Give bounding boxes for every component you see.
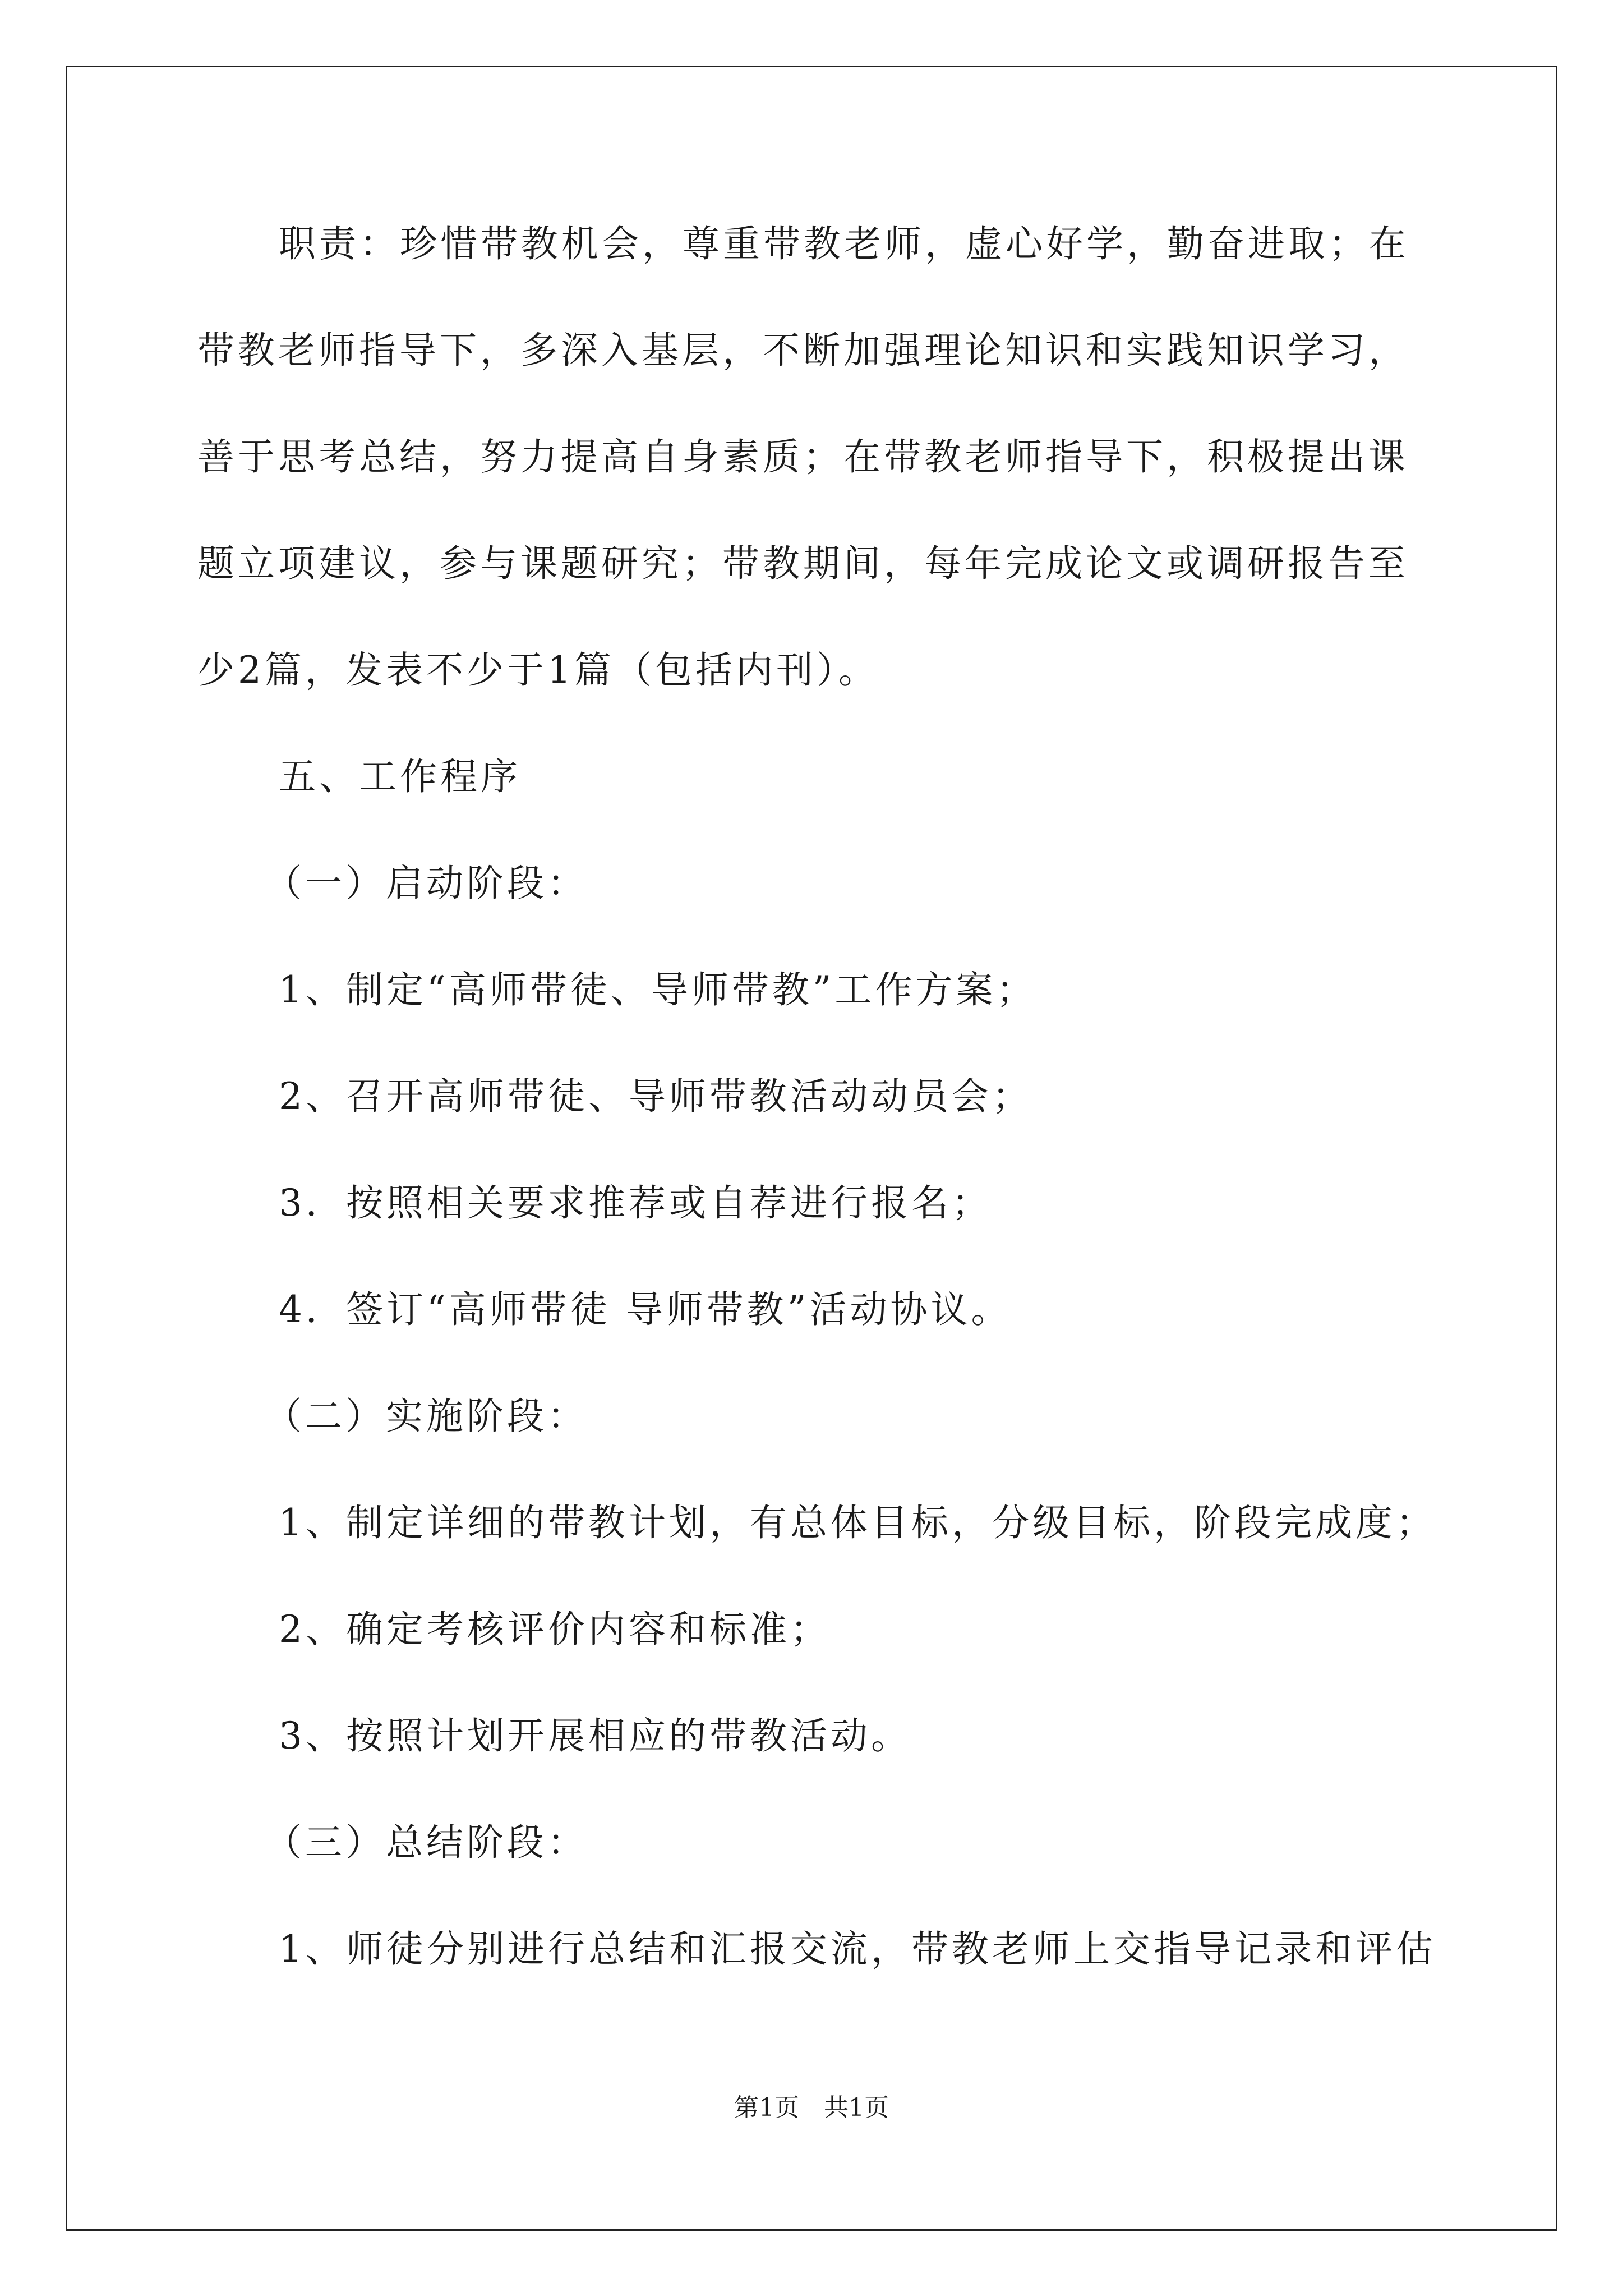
list-item: 2、确定考核评价内容和标准；: [279, 1608, 831, 1651]
list-item: 1、师徒分别进行总结和汇报交流，带教老师上交指导记录和评估: [279, 1927, 1436, 1971]
list-item: 2、召开高师带徒、导师带教活动动员会；: [279, 1075, 1032, 1118]
paragraph-line: 少2篇，发表不少于1篇（包括内刊）。: [197, 648, 879, 692]
list-item: 3、按照计划开展相应的带教活动。: [279, 1714, 911, 1757]
list-item: 3．按照相关要求推荐或自荐进行报名；: [279, 1181, 992, 1225]
list-item: 1、制定详细的带教计划，有总体目标，分级目标，阶段完成度；: [279, 1501, 1436, 1544]
paragraph-line: 职责：珍惜带教机会，尊重带教老师，虚心好学，勤奋进取；在: [279, 222, 1409, 265]
paragraph-line: 题立项建议，参与课题研究；带教期间，每年完成论文或调研报告至: [197, 542, 1409, 585]
list-item: 4．签订“高师带徒 导师带教”活动协议。: [279, 1288, 1012, 1331]
paragraph-line: 带教老师指导下，多深入基层，不断加强理论知识和实践知识学习，: [197, 329, 1409, 372]
page-footer: 第1页 共1页: [734, 2093, 889, 2122]
section-heading: 五、工作程序: [279, 755, 521, 798]
subsection-heading: （一）启动阶段：: [265, 862, 588, 905]
subsection-heading: （三）总结阶段：: [265, 1821, 588, 1864]
subsection-heading: （二）实施阶段：: [265, 1395, 588, 1438]
paragraph-line: 善于思考总结，努力提高自身素质；在带教老师指导下，积极提出课: [197, 435, 1409, 478]
page-border: [66, 66, 1557, 2231]
list-item: 1、制定“高师带徒、导师带教”工作方案；: [279, 968, 1037, 1011]
